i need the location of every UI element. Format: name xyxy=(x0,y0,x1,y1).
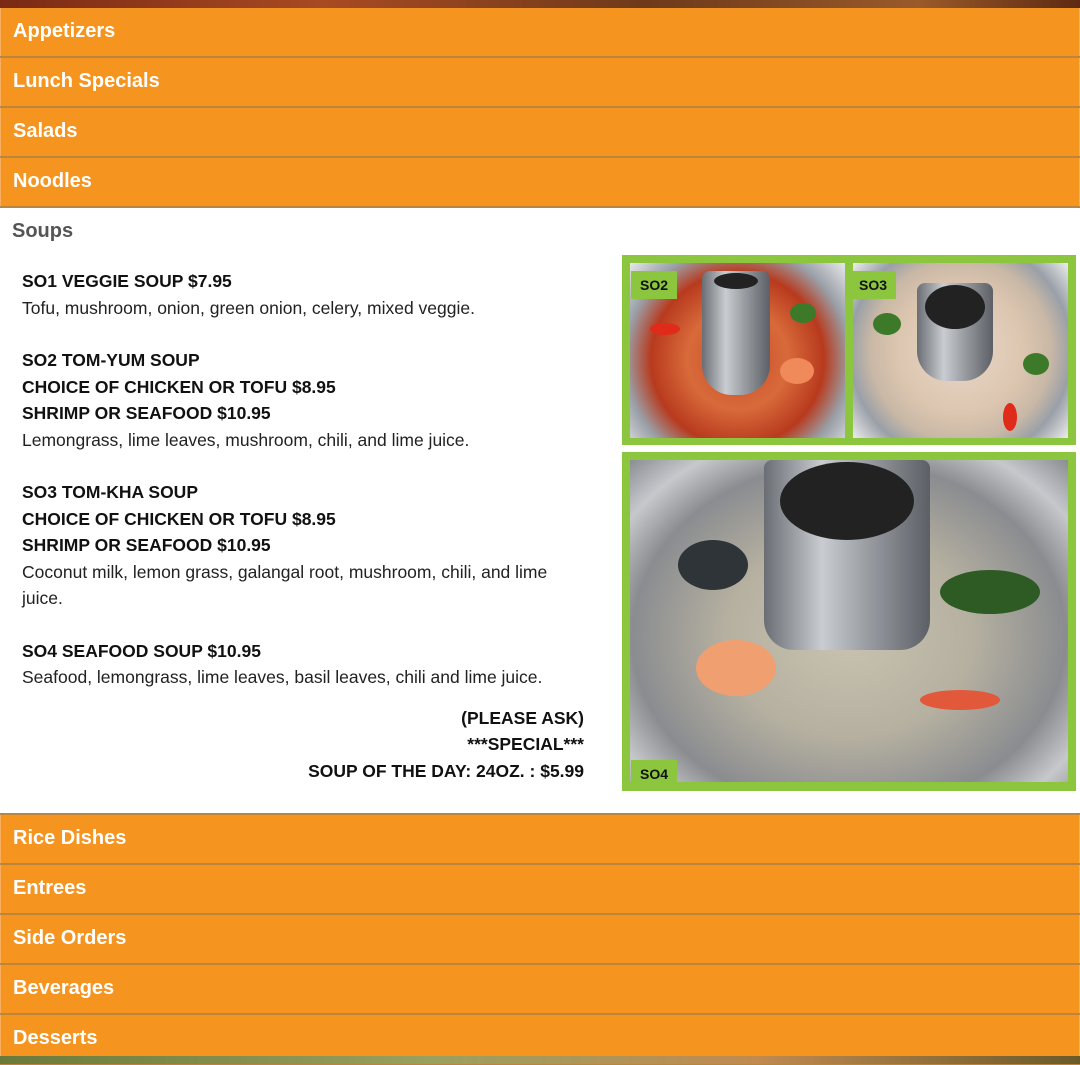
item-heading: SO1 VEGGIE SOUP $7.95 xyxy=(22,271,232,291)
category-appetizers[interactable]: Appetizers xyxy=(0,8,1080,56)
item-heading: SO4 SEAFOOD SOUP $10.95 xyxy=(22,640,261,661)
herb-garnish xyxy=(1023,353,1049,375)
so2-label: SO2 xyxy=(631,271,677,299)
category-desserts[interactable]: Desserts xyxy=(0,1015,1080,1063)
item-price-line: CHOICE OF CHICKEN OR TOFU $8.95 xyxy=(22,376,336,397)
crab-garnish xyxy=(920,690,1000,710)
hot-pot-chimney xyxy=(702,271,770,395)
category-soups[interactable]: Soups xyxy=(12,220,74,242)
category-noodles[interactable]: Noodles xyxy=(0,158,1080,206)
so3-label: SO3 xyxy=(850,271,896,299)
special-ask: (PLEASE ASK) xyxy=(461,707,584,728)
chili-garnish xyxy=(1003,403,1017,431)
herb-garnish xyxy=(790,303,816,323)
so4-soup-photo[interactable] xyxy=(630,460,1068,782)
chimney-opening xyxy=(714,273,758,289)
chili-garnish xyxy=(650,323,680,335)
item-price-line: SHRIMP OR SEAFOOD $10.95 xyxy=(22,535,271,555)
item-description: Tofu, mushroom, onion, green onion, celery, mixed veggie. xyxy=(22,297,475,318)
herb-garnish xyxy=(873,313,901,335)
shrimp-garnish xyxy=(780,358,814,384)
category-lunch-specials[interactable]: Lunch Specials xyxy=(0,58,1080,106)
special-title: ***SPECIAL*** xyxy=(467,734,584,754)
item-description: Coconut milk, lemon grass, galangal root, mushroom, chili, and lime juice. xyxy=(22,561,548,608)
so4-label: SO4 xyxy=(631,760,677,788)
category-side-orders[interactable]: Side Orders xyxy=(0,915,1080,963)
item-price-line: SHRIMP OR SEAFOOD $10.95 xyxy=(22,403,271,423)
category-rice-dishes[interactable]: Rice Dishes xyxy=(0,815,1080,863)
menu-item-so4 xyxy=(22,638,592,691)
basil-garnish xyxy=(940,570,1040,614)
special-note xyxy=(22,705,584,785)
mussel-garnish xyxy=(678,540,748,590)
menu-item-so2 xyxy=(22,347,592,453)
item-description: Lemongrass, lime leaves, mushroom, chili, and lime juice. xyxy=(22,429,470,450)
soup-list xyxy=(22,268,592,784)
category-salads[interactable]: Salads xyxy=(0,108,1080,156)
item-heading: SO2 TOM-YUM SOUP xyxy=(22,350,200,370)
category-beverages[interactable]: Beverages xyxy=(0,965,1080,1013)
chimney-opening xyxy=(925,285,985,329)
item-heading: SO3 TOM-KHA SOUP xyxy=(22,482,198,502)
shrimp-garnish xyxy=(696,640,776,696)
background-photo-bottom xyxy=(0,1056,1080,1064)
background-photo-top xyxy=(0,0,1080,8)
item-description: Seafood, lemongrass, lime leaves, basil leaves, chili and lime juice. xyxy=(22,667,543,687)
chimney-opening xyxy=(780,462,914,540)
item-price-line: CHOICE OF CHICKEN OR TOFU $8.95 xyxy=(22,508,336,529)
menu-item-so1 xyxy=(22,268,592,321)
menu-item-so3 xyxy=(22,479,592,612)
category-entrees[interactable]: Entrees xyxy=(0,865,1080,913)
special-soup-of-day: SOUP OF THE DAY: 24OZ. : $5.99 xyxy=(308,760,584,781)
